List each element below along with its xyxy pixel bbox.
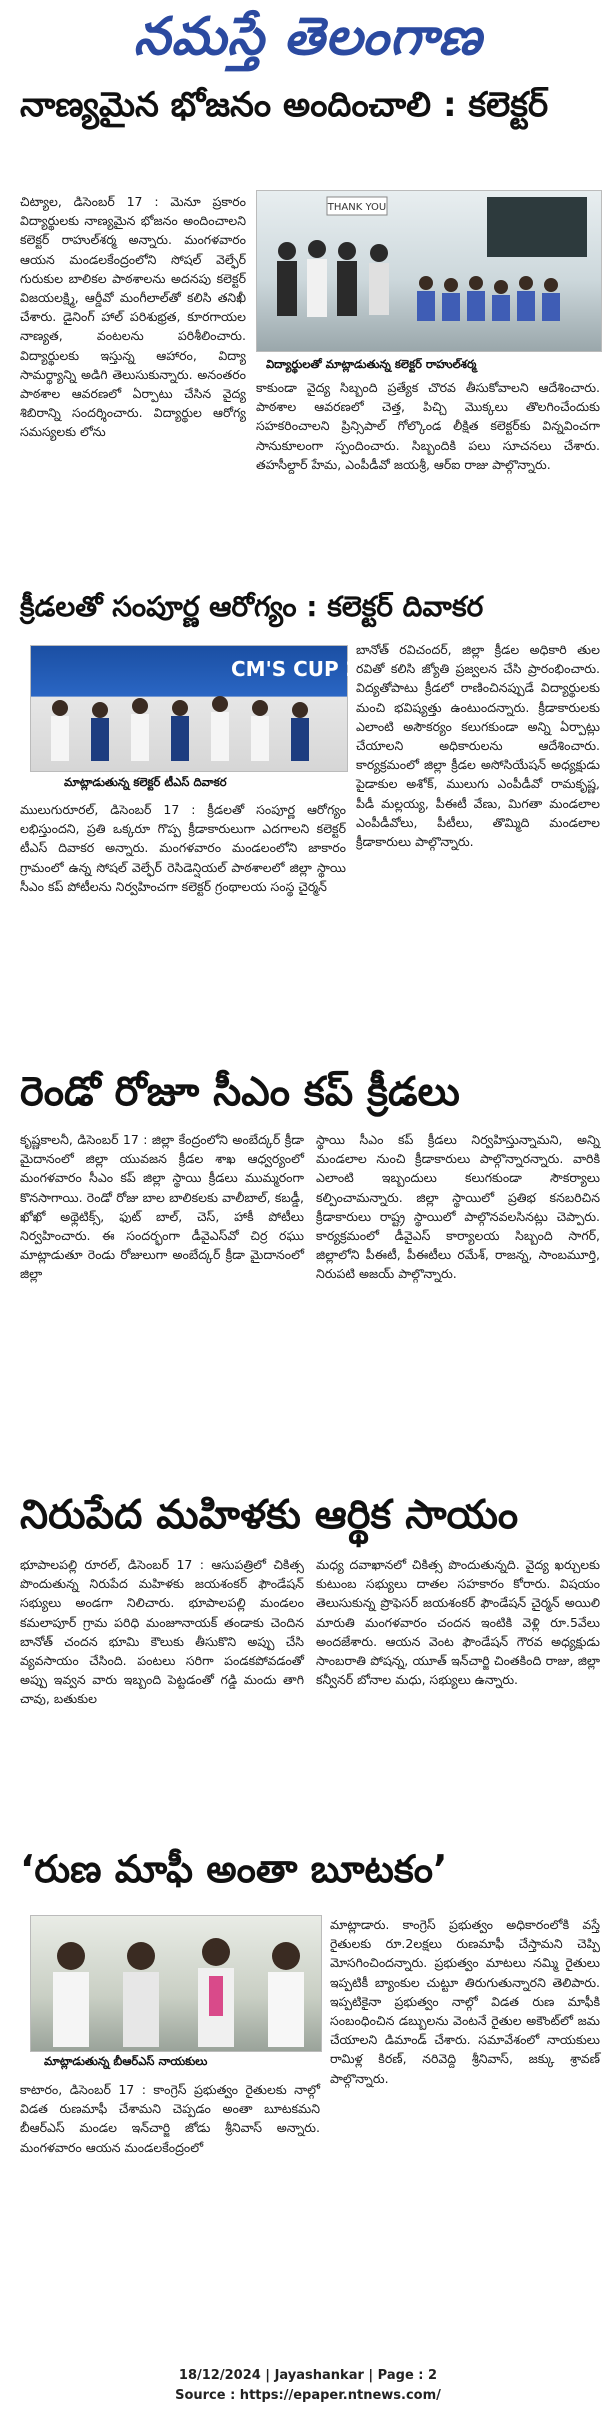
article-1-col-left: చిట్యాల, డిసెంబర్ 17 : మెనూ ప్రకారం విద్యార్థులకు నాణ్యమైన భోజనం అందించాలని కలెక్టర్ రాహుల్‌శర్మ అన్నారు. మంగళవారం ఆయన మండలకేంద్రంలోని సోషల్ వెల్ఫేర్ గురుకుల బాలికల పాఠశాలను అదనపు కలెక్టర్ విజయలక్ష్మి, ఆర్డీవో మంగీలాల్‌తో కలిసి తనిఖీ చేశారు. డైనింగ్ హాల్ పరిశుభ్రత, కూరగాయల నాణ్యత, వంటలను పరిశీలించారు. విద్యార్థులకు ఇస్తున్న ఆహారం, విద్యా సామర్థ్యాన్ని అడిగి తెలుసుకున్నారు. అనంతరం పాఠశాల ఆవరణలో ఏర్పాటు చేసిన వైద్య శిబిరాన్ని సందర్శించారు. విద్యార్థుల ఆరోగ్య సమస్యలకు లోను	[20, 194, 246, 440]
svg-text:CM'S CUP 2024: CM'S CUP 2024	[231, 657, 402, 681]
article-1-headline: నాణ్యమైన భోజనం అందించాలి : కలెక్టర్	[20, 85, 549, 125]
footer-line-1: 18/12/2024 | Jayashankar | Page : 2	[178, 2368, 438, 2383]
article-1-caption: విద్యార్థులతో మాట్లాడుతున్న కలెక్టర్ రాహుల్‌శర్మ	[262, 355, 480, 376]
masthead	[0, 0, 616, 72]
article-5-caption: మాట్లాడుతున్న బీఆర్‌ఎస్ నాయకులు	[40, 2052, 211, 2073]
article-5-col-right: మాట్లాడారు. కాంగ్రెస్ ప్రభుత్వం అధికారంలోకి వస్తే రైతులకు రూ.2లక్షలు రుణమాఫీ చేస్తామని చెప్పి మోసగించిందన్నారు. ప్రభుత్వం మాటలు నమ్మి రైతులు ఇప్పటికీ బ్యాంకుల చుట్టూ తిరుగుతున్నారని తెలిపారు. ఇప్పటికైనా ప్రభుత్వం నాల్గో విడత రుణ మాఫీకి సంబంధించిన డబ్బులను వెంటనే రైతుల అకౌంట్‌లో జమ చేయాలని డిమాండ్ చేశారు. సమావేశంలో నాయకులు రామిళ్ల కిరణ్, నరివెద్ది శ్రీనివాస్, జక్కు శ్రావణ్ పాల్గొన్నారు.	[330, 1917, 600, 2086]
article-3-col-left: కృష్ణకాలనీ, డిసెంబర్ 17 : జిల్లా కేంద్రంలోని అంబేద్కర్ క్రీడా మైదానంలో జిల్లా యువజన క్రీడల శాఖ ఆధ్వర్యంలో మంగళవారం సీఎం కప్ జిల్లా స్థాయి క్రీడలు ముమ్మరంగా కొనసాగాయి. రెండో రోజు బాల బాలికలకు వాలీబాల్, కబడ్డీ, ఖోఖో అథ్లెటిక్స్, ఫుట్ బాల్, చెస్, హాకీ పోటీలు నిర్వహించారు. ఈ సందర్భంగా డీవైఎస్‌వో చిర్ర రఘు మాట్లాడుతూ రెండు రోజులుగా అంబేద్కర్ క్రీడా మైదానంలో జిల్లా	[20, 1132, 304, 1282]
svg-text:THANK YOU: THANK YOU	[327, 202, 387, 213]
article-4-col-right: మధ్య దవాఖానలో చికిత్స పొందుతున్నది. వైద్య ఖర్చులకు కుటుంబ సభ్యులు దాతల సహకారం కోరారు. విషయం తెలుసుకున్న ప్రొఫెసర్ జయశంకర్ ఫౌండేషన్ చైర్మన్ అయిలి మారుతి మంగళవారం చందన ఇంటికి వెళ్లి రూ.5వేలు అందజేశారు. ఆయన వెంట ఫౌండేషన్ గౌరవ అధ్యక్షుడు సాంబరాతి పోషన్న, యూత్ ఇన్‌చార్జి చింతకింది రాజు, జిల్లా కన్వీనర్ బోనాల మధు, సభ్యులు ఉన్నారు.	[316, 1557, 600, 1688]
article-5-photo	[30, 1915, 322, 2052]
article-1-col-right: కాకుండా వైద్య సిబ్బంది ప్రత్యేక చొరవ తీసుకోవాలని ఆదేశించారు. పాఠశాల ఆవరణలో చెత్త, పిచ్చి మొక్కలు తొలగించేందుకు సహకరించాలని ప్రిన్సిపాల్ గోల్కొండ లీక్షిత కలెక్టర్‌కు విన్నవించగా సానుకూలంగా స్పందించారు. సిబ్బందికి పలు సూచనలు చేశారు. తహసీల్దార్ హేమ, ఎంపీడీవో జయశ్రీ, ఆర్‌ఐ రాజు పాల్గొన్నారు.	[256, 380, 600, 472]
article-2-photo	[30, 645, 402, 772]
article-3-col-right: స్థాయి సీఎం కప్ క్రీడలు నిర్వహిస్తున్నామని, అన్ని మండలాల నుంచి క్రీడాకారులు పాల్గొన్నారన్నారు. వారికి ఎలాంటి ఇబ్బందులు కలుగకుండా సౌకర్యాలు కల్పించామన్నారు. జిల్లా స్థాయిలో ప్రతిభ కనబరిచిన క్రీడాకారులు రాష్ట్ర స్థాయిలో పాల్గొనవలసినట్లు చెప్పారు. కార్యక్రమంలో డీవైఎస్ కార్యాలయ సిబ్బంది సాగర్, జిల్లాలోని పీఈటీ, పీఈటీలు రమేశ్, రాజన్న, సాంబమూర్తి, నిరుపటి అజయ్ పాల్గొన్నారు.	[316, 1132, 600, 1282]
article-2-col-right: బానోత్ రవిచందర్, జిల్లా క్రీడల అధికారి తుల రవితో కలిసి జ్యోతి ప్రజ్వలన చేసి ప్రారంభించారు. విద్యతోపాటు క్రీడలో రాణించినప్పుడే విద్యార్థులకు మంచి భవిష్యత్తు ఉంటుందన్నారు. క్రీడాకారులకు ఎలాంటి అసౌకర్యం కలుగకుండా అన్ని ఏర్పాట్లు చేయాలని అధికారులను ఆదేశించారు. కార్యక్రమంలో జిల్లా క్రీడల అసోసియేషన్ అధ్యక్షుడు పైడాకుల అశోక్, ములుగు ఎంపీడీవో రామకృష్ణ, పీడీ మల్లయ్య, పీఈటీ వేణు, మిగతా మండలాల ఎంపీడీవోలు, పీటీలు, తొమ్మిది మండలాల క్రీడాకారులు పాల్గొన్నారు.	[356, 642, 600, 850]
article-4-col-left: భూపాలపల్లి రూరల్, డిసెంబర్ 17 : ఆసుపత్రిలో చికిత్స పొందుతున్న నిరుపేద మహిళకు జయశంకర్ ఫౌండేషన్ సభ్యులు అండగా నిలిచారు. భూపాలపల్లి మండలం కమలాపూర్ గ్రామ పరిధి మంజూనాయక్ తండాకు చెందిన బానోత్ చందన భూమి కౌలుకు తీసుకొని అప్పు చేసి వ్యవసాయం చేసింది. పంటలు సరిగా పండకపోవడంతో అప్పు ఇవ్వన వారు ఇబ్బంది పెట్టడంతో గడ్డి మందు తాగి చావు, బతుకుల	[20, 1557, 304, 1707]
article-1-photo	[256, 190, 602, 352]
masthead-title: నమస్తే తెలంగాణ	[133, 6, 483, 67]
article-2-headline: క్రీడలతో సంపూర్ణ ఆరోగ్యం : కలెక్టర్ దివాకర	[20, 590, 484, 623]
article-4-headline: నిరుపేద మహిళకు ఆర్థిక సాయం	[20, 1492, 519, 1538]
article-5-headline: ‘రుణ మాఫీ అంతా బూటకం’	[20, 1847, 448, 1891]
article-2-col-left: ములుగురూరల్, డిసెంబర్ 17 : క్రీడలతో సంపూర్ణ ఆరోగ్యం లభిస్తుందని, ప్రతి ఒక్కరూ గొప్ప క్రీడాకారులుగా ఎదగాలని కలెక్టర్ టీఎస్ దివాకర అన్నారు. మంగళవారం మండలంలోని జాకారం గ్రామంలో ఉన్న సోషల్ వెల్ఫేర్ రెసిడెన్షియల్ పాఠశాలలో జిల్లా స్థాయి సీఎం కప్ పోటీలను నిర్వహించగా కలెక్టర్ గ్రంథాలయ సంస్థ చైర్మన్	[20, 802, 346, 894]
article-2-caption: మాట్లాడుతున్న కలెక్టర్ టీఎస్ దివాకర	[60, 773, 231, 794]
article-5-col-left: కాటారం, డిసెంబర్ 17 : కాంగ్రెస్ ప్రభుత్వం రైతులకు నాల్గో విడత రుణమాఫీ చేశామని చెప్పడం అంతా బూటకమని బీఆర్‌ఎస్ మండల ఇన్‌చార్జి జోడు శ్రీనివాస్ అన్నారు. మంగళవారం ఆయన మండలకేంద్రంలో	[20, 2082, 320, 2155]
footer-line-2: Source : https://epaper.ntnews.com/	[175, 2388, 441, 2403]
article-3-headline: రెండో రోజూ సీఎం కప్ క్రీడలు	[20, 1069, 460, 1115]
